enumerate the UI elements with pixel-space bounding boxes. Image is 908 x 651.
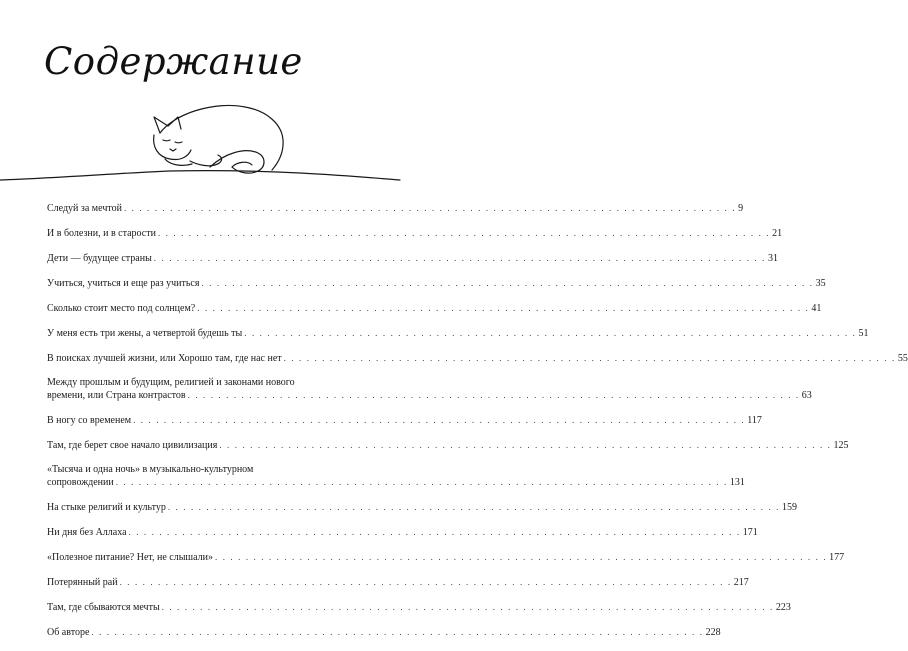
toc-entry-page: 223 — [775, 602, 791, 613]
toc-entry-title: сопровождении — [47, 477, 114, 488]
toc-entry[interactable] — [47, 464, 745, 489]
toc-entry-title: Дети — будущее страны — [47, 253, 152, 264]
dot-leader: . . . . . . . . . . . . . . . . . . . . . . . . . . . . . . . . . . . . . . . . . . . . . . . . . . . . . . . . . . . . . . . . . . . . . . . . . . . . . . . . — [161, 602, 774, 612]
dot-leader: . . . . . . . . . . . . . . . . . . . . . . . . . . . . . . . . . . . . . . . . . . . . . . . . . . . . . . . . . . . . . . . . . . . . . . . . . . . . . . . . — [187, 390, 800, 400]
toc-entry[interactable] — [47, 526, 758, 539]
toc-entry[interactable] — [47, 327, 869, 340]
table-of-contents — [47, 202, 908, 651]
toc-entry-page: 55 — [897, 353, 908, 364]
toc-entry-title: Ни дня без Аллаха — [47, 527, 127, 538]
toc-entry-page: 51 — [858, 328, 869, 339]
toc-entry[interactable] — [47, 414, 762, 427]
toc-entry-title: У меня есть три жены, а четвертой будешь ты — [47, 328, 243, 339]
toc-entry-title: В поисках лучшей жизни, или Хорошо там, где нас нет — [47, 353, 282, 364]
toc-entry-page: 228 — [705, 627, 721, 638]
toc-entry[interactable] — [47, 576, 749, 589]
toc-entry-title: Учиться, учиться и еще раз учиться — [47, 278, 200, 289]
dot-leader: . . . . . . . . . . . . . . . . . . . . . . . . . . . . . . . . . . . . . . . . . . . . . . . . . . . . . . . . . . . . . . . . . . . . . . . . . . . . . . . . — [219, 440, 832, 450]
toc-entry-page: 63 — [801, 390, 812, 401]
toc-entry-title: Там, где сбываются мечты — [47, 602, 160, 613]
toc-entry[interactable] — [47, 439, 849, 452]
toc-entry-page: 171 — [742, 527, 758, 538]
toc-entry-page: 217 — [733, 577, 749, 588]
toc-entry[interactable] — [47, 377, 812, 402]
page-title: Содержание — [44, 40, 303, 83]
toc-entry[interactable] — [47, 277, 826, 290]
dot-leader: . . . . . . . . . . . . . . . . . . . . . . . . . . . . . . . . . . . . . . . . . . . . . . . . . . . . . . . . . . . . . . . . . . . . . . . . . . . . . . . . — [157, 228, 771, 238]
dot-leader: . . . . . . . . . . . . . . . . . . . . . . . . . . . . . . . . . . . . . . . . . . . . . . . . . . . . . . . . . . . . . . . . . . . . . . . . . . . . . . . . — [201, 278, 814, 288]
toc-entry-title: времени, или Страна контрастов — [47, 390, 186, 401]
toc-entry-page: 35 — [815, 278, 826, 289]
dot-leader: . . . . . . . . . . . . . . . . . . . . . . . . . . . . . . . . . . . . . . . . . . . . . . . . . . . . . . . . . . . . . . . . . . . . . . . . . . . . . . . . — [128, 527, 741, 537]
toc-entry-title: Потерянный рай — [47, 577, 118, 588]
sleeping-cat-illustration — [0, 95, 400, 195]
toc-entry[interactable] — [47, 501, 798, 514]
dot-leader: . . . . . . . . . . . . . . . . . . . . . . . . . . . . . . . . . . . . . . . . . . . . . . . . . . . . . . . . . . . . . . . . . . . . . . . . . . . . . . . . — [167, 502, 781, 512]
dot-leader: . . . . . . . . . . . . . . . . . . . . . . . . . . . . . . . . . . . . . . . . . . . . . . . . . . . . . . . . . . . . . . . . . . . . . . . . . . . . . . . . — [215, 552, 828, 562]
toc-entry-page: 177 — [829, 552, 845, 563]
toc-entry[interactable] — [47, 252, 778, 265]
toc-entry-title: На стыке религий и культур — [47, 502, 166, 513]
toc-entry-title: Об авторе — [47, 627, 90, 638]
toc-entry-title-line: Между прошлым и будущим, религией и законами нового — [47, 377, 295, 388]
dot-leader: . . . . . . . . . . . . . . . . . . . . . . . . . . . . . . . . . . . . . . . . . . . . . . . . . . . . . . . . . . . . . . . . . . . . . . . . . . . . . . . . — [119, 577, 732, 587]
dot-leader: . . . . . . . . . . . . . . . . . . . . . . . . . . . . . . . . . . . . . . . . . . . . . . . . . . . . . . . . . . . . . . . . . . . . . . . . . . . . . . . . — [91, 627, 704, 637]
toc-entry-title-line: «Тысяча и одна ночь» в музыкально-культурном — [47, 464, 254, 475]
dot-leader: . . . . . . . . . . . . . . . . . . . . . . . . . . . . . . . . . . . . . . . . . . . . . . . . . . . . . . . . . . . . . . . . . . . . . . . . . . . . . . . . — [244, 328, 857, 338]
toc-entry-page: 125 — [833, 440, 849, 451]
toc-entry-page: 31 — [767, 253, 778, 264]
dot-leader: . . . . . . . . . . . . . . . . . . . . . . . . . . . . . . . . . . . . . . . . . . . . . . . . . . . . . . . . . . . . . . . . . . . . . . . . . . . . . . . . — [283, 353, 896, 363]
toc-entry-page: 21 — [772, 228, 783, 239]
toc-entry-title: «Полезное питание? Нет, не слышали» — [47, 552, 214, 563]
dot-leader: . . . . . . . . . . . . . . . . . . . . . . . . . . . . . . . . . . . . . . . . . . . . . . . . . . . . . . . . . . . . . . . . . . . . . . . . . . . . . . . . — [197, 303, 810, 313]
toc-entry-title: Там, где берет свое начало цивилизация — [47, 440, 218, 451]
toc-entry-page: 9 — [738, 203, 744, 214]
toc-entry-page: 117 — [747, 415, 762, 426]
toc-entry-page: 131 — [729, 477, 745, 488]
toc-entry[interactable] — [47, 302, 822, 315]
toc-entry[interactable] — [47, 227, 783, 240]
toc-entry-title: Сколько стоит место под солнцем? — [47, 303, 196, 314]
dot-leader: . . . . . . . . . . . . . . . . . . . . . . . . . . . . . . . . . . . . . . . . . . . . . . . . . . . . . . . . . . . . . . . . . . . . . . . . . . . . . . . . — [133, 415, 746, 425]
dot-leader: . . . . . . . . . . . . . . . . . . . . . . . . . . . . . . . . . . . . . . . . . . . . . . . . . . . . . . . . . . . . . . . . . . . . . . . . . . . . . . . . — [123, 203, 737, 213]
toc-entry-title: Следуй за мечтой — [47, 203, 122, 214]
toc-entry[interactable] — [47, 202, 744, 215]
toc-entry[interactable] — [47, 601, 791, 614]
toc-entry-page: 41 — [811, 303, 822, 314]
toc-entry-page: 159 — [782, 502, 798, 513]
toc-entry[interactable] — [47, 551, 845, 564]
toc-entry[interactable] — [47, 352, 908, 365]
toc-entry-title: В ногу со временем — [47, 415, 132, 426]
dot-leader: . . . . . . . . . . . . . . . . . . . . . . . . . . . . . . . . . . . . . . . . . . . . . . . . . . . . . . . . . . . . . . . . . . . . . . . . . . . . . . . . — [115, 477, 728, 487]
dot-leader: . . . . . . . . . . . . . . . . . . . . . . . . . . . . . . . . . . . . . . . . . . . . . . . . . . . . . . . . . . . . . . . . . . . . . . . . . . . . . . . . — [153, 253, 766, 263]
toc-entry[interactable] — [47, 626, 721, 639]
toc-entry-title: И в болезни, и в старости — [47, 228, 156, 239]
